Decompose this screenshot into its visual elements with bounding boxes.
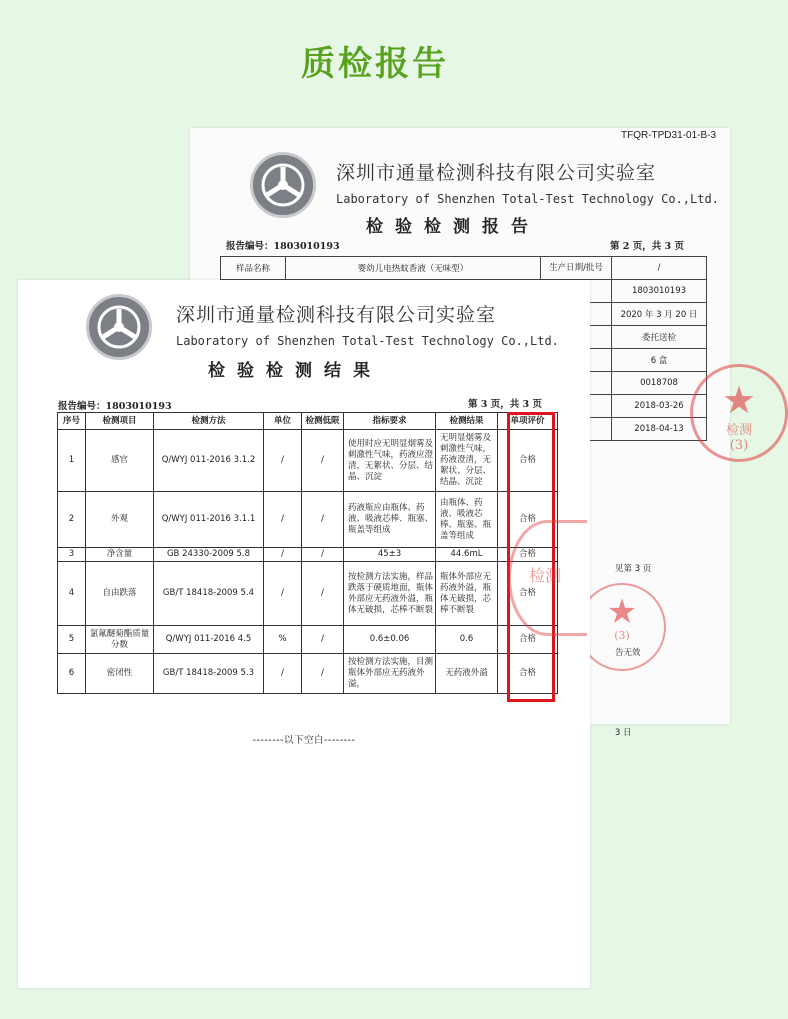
- cell-unit: /: [264, 492, 302, 548]
- cell-result: 瓶体外部应无药液外溢，瓶体无破损，芯棒不断裂: [436, 562, 498, 626]
- cell-method: Q/WYJ 011-2016 3.1.1: [154, 492, 264, 548]
- cell-eval: 合格: [498, 626, 558, 654]
- cell-eval: 合格: [498, 548, 558, 562]
- cell-requirement: 45±3: [344, 548, 436, 562]
- back-page-number: 第 2 页，共 3 页: [610, 241, 684, 252]
- cell-eval: 合格: [498, 654, 558, 694]
- cell-unit: %: [264, 626, 302, 654]
- lab-name-en: Laboratory of Shenzhen Total-Test Technology Co.,Ltd.: [336, 192, 719, 206]
- cell-result: 44.6mL: [436, 548, 498, 562]
- cell-requirement: 按检测方法实施，目测瓶体外部应无药液外溢，: [344, 654, 436, 694]
- back-value-2: /: [612, 257, 707, 280]
- col-header: 单项评价: [498, 413, 558, 430]
- cell-no: 2: [58, 492, 86, 548]
- back-value-2: 6 盒: [612, 349, 707, 372]
- page-title: 质检报告: [301, 44, 449, 84]
- cell-limit: /: [302, 430, 344, 492]
- back-note: 见第 3 页: [615, 564, 652, 574]
- front-heading: 检验检测结果: [208, 361, 382, 381]
- cell-item: 氯氟醚菊酯质量分数: [86, 626, 154, 654]
- col-header: 指标要求: [344, 413, 436, 430]
- cell-result: 由瓶体、药液、吸液芯棒、瓶塞、瓶盖等组成: [436, 492, 498, 548]
- table-row: [58, 654, 558, 694]
- cell-method: GB/T 18418-2009 5.3: [154, 654, 264, 694]
- cell-limit: /: [302, 626, 344, 654]
- seal-number: (3): [729, 438, 749, 453]
- cell-eval: 合格: [498, 430, 558, 492]
- official-seal-lower: [578, 583, 666, 671]
- col-header: 检测方法: [154, 413, 264, 430]
- cell-limit: /: [302, 548, 344, 562]
- cell-no: 4: [58, 562, 86, 626]
- cell-no: 6: [58, 654, 86, 694]
- back-value-2: 委托送检: [612, 326, 707, 349]
- seal-text: 检测: [529, 566, 562, 585]
- lab-name-cn: 深圳市通量检测科技有限公司实验室: [176, 304, 497, 326]
- col-header: 单位: [264, 413, 302, 430]
- cell-no: 5: [58, 626, 86, 654]
- cell-method: Q/WYJ 011-2016 3.1.2: [154, 430, 264, 492]
- blank-below-note: --------以下空白--------: [252, 735, 356, 746]
- table-row: [58, 548, 558, 562]
- cell-item: 感官: [86, 430, 154, 492]
- back-value-2: 2018-03-26: [612, 395, 707, 418]
- cell-item: 密闭性: [86, 654, 154, 694]
- cell-result: 无明显烟雾及刺激性气味，药液澄清，无絮状、分层、结晶、沉淀: [436, 430, 498, 492]
- cell-unit: /: [264, 562, 302, 626]
- results-table: [57, 412, 558, 694]
- cell-no: 1: [58, 430, 86, 492]
- cell-result: 无药液外溢: [436, 654, 498, 694]
- lab-logo-mark-icon: [253, 155, 313, 215]
- cell-limit: /: [302, 492, 344, 548]
- table-row: [58, 430, 558, 492]
- back-value: 婴幼儿电热蚊香液（无味型）: [286, 257, 541, 280]
- cell-limit: /: [302, 562, 344, 626]
- cell-requirement: 0.6±0.06: [344, 626, 436, 654]
- back-heading: 检验检测报告: [366, 217, 540, 237]
- seal-number: (3): [614, 629, 630, 642]
- cell-eval: 合格: [498, 562, 558, 626]
- back-value-2: 2018-04-13: [612, 418, 707, 441]
- lab-logo: [86, 294, 152, 360]
- front-report-sheet: [18, 280, 590, 988]
- col-header: 检测低限: [302, 413, 344, 430]
- cell-requirement: 药液瓶应由瓶体、药液、吸液芯棒、瓶塞、瓶盖等组成: [344, 492, 436, 548]
- table-header-row: [58, 413, 558, 430]
- back-label: 样品名称: [221, 257, 286, 280]
- col-header: 检测结果: [436, 413, 498, 430]
- back-report-number: 报告编号：1803010193: [226, 241, 340, 252]
- col-header: 序号: [58, 413, 86, 430]
- cell-no: 3: [58, 548, 86, 562]
- cell-method: Q/WYJ 011-2016 4.5: [154, 626, 264, 654]
- front-report-number: 报告编号：1803010193: [58, 401, 172, 412]
- front-page-number: 第 3 页，共 3 页: [468, 399, 542, 410]
- cell-unit: /: [264, 548, 302, 562]
- lab-logo-mark-icon: [89, 297, 149, 357]
- table-row: [58, 562, 558, 626]
- table-row: [58, 492, 558, 548]
- back-label-2: 生产日期/批号: [541, 257, 612, 280]
- table-row: [58, 626, 558, 654]
- form-code: TFQR-TPD31-01-B-3: [620, 130, 716, 141]
- cell-method: GB 24330-2009 5.8: [154, 548, 264, 562]
- cell-item: 外观: [86, 492, 154, 548]
- lab-name-cn: 深圳市通量检测科技有限公司实验室: [336, 162, 657, 184]
- official-seal: [690, 364, 788, 462]
- cell-unit: /: [264, 654, 302, 694]
- cell-result: 0.6: [436, 626, 498, 654]
- cell-eval: 合格: [498, 492, 558, 548]
- cell-item: 净含量: [86, 548, 154, 562]
- cell-item: 自由跌落: [86, 562, 154, 626]
- cell-requirement: 使用时应无明显烟雾及刺激性气味，药液应澄清，无絮状、分层、结晶、沉淀: [344, 430, 436, 492]
- seal-star-icon: ★: [606, 592, 638, 632]
- cell-requirement: 按检测方法实施，样品跌落于硬质地面，瓶体外部应无药液外溢，瓶体无破损，芯棒不断裂: [344, 562, 436, 626]
- cell-unit: /: [264, 430, 302, 492]
- back-note: 3 日: [615, 728, 632, 738]
- cell-limit: /: [302, 654, 344, 694]
- seal-text: 检测: [725, 423, 752, 438]
- lab-logo: [250, 152, 316, 218]
- lab-name-en: Laboratory of Shenzhen Total-Test Technology Co.,Ltd.: [176, 334, 559, 348]
- back-value-2: 1803010193: [612, 280, 707, 303]
- cell-method: GB/T 18418-2009 5.4: [154, 562, 264, 626]
- back-value-2: 2020 年 3 月 20 日: [612, 303, 707, 326]
- back-note: 告无效: [615, 648, 641, 658]
- col-header: 检测项目: [86, 413, 154, 430]
- back-value-2: 0018708: [612, 372, 707, 395]
- seal-star-icon: ★: [721, 378, 757, 422]
